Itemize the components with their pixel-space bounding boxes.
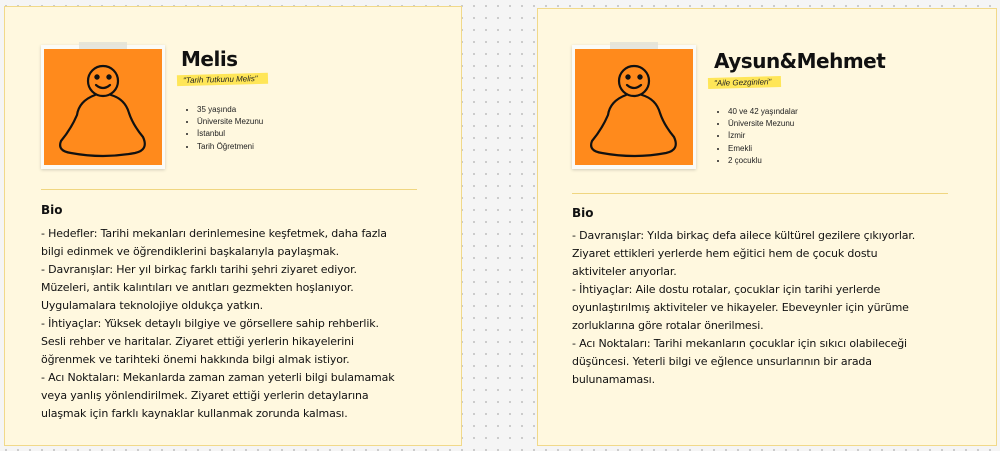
persona-photo <box>41 45 165 169</box>
bio-line: bilgi edinmek ve öğrendiklerini başkalarıyla paylaşmak. <box>41 245 339 258</box>
bio-line: - Acı Noktaları: Mekanlarda zaman zaman yeterli bilgi bulamamak <box>41 371 395 384</box>
bio-line: Uygulamalara teknolojiye oldukça yatkın. <box>41 299 264 312</box>
fact-education: • Üniversite Mezunu <box>197 116 263 128</box>
persona-quote: "Aile Gezginleri" <box>708 76 782 89</box>
section-divider <box>572 193 948 194</box>
persona-card-2 <box>537 8 997 446</box>
persona-quote: "Tarih Tutkunu Melis" <box>177 73 268 86</box>
fact-education: • Üniversite Mezunu <box>728 118 798 130</box>
bio-line: - Acı Noktaları: Tarihi mekanların çocuklar için sıkıcı olabileceği <box>572 337 907 350</box>
fact-city: • İzmir <box>728 130 798 142</box>
bio-line: Sesli rehber ve haritalar. Ziyaret ettiği yerlerin hikayelerini <box>41 335 354 348</box>
fact-status: • Emekli <box>728 143 798 155</box>
bio-line: - İhtiyaçlar: Yüksek detaylı bilgiye ve görsellere sahip rehberlik. <box>41 317 379 330</box>
bio-line: - Davranışlar: Her yıl birkaç farklı tarihi şehri ziyaret ediyor. <box>41 263 357 276</box>
bio-line: veya yanlış yönlendirilmek. Ziyaret ettiği yerlerin detaylarına <box>41 389 369 402</box>
bio-title: Bio <box>572 206 594 220</box>
fact-age: • 35 yaşında <box>197 104 263 116</box>
bio-line: - Hedefler: Tarihi mekanları derinlemesine keşfetmek, daha fazla <box>41 227 387 240</box>
bio-line: öğrenmek ve tarihteki önemi hakkında bilgi almak istiyor. <box>41 353 350 366</box>
fact-occupation: • Tarih Öğretmeni <box>197 141 263 153</box>
fact-city: • İstanbul <box>197 128 263 140</box>
bio-line: oyunlaştırılmış aktiviteler ve hikayeler. Ebeveynler için yürüme <box>572 301 909 314</box>
person-doodle-icon <box>41 45 165 169</box>
bio-line: aktiviteler arıyorlar. <box>572 265 677 278</box>
persona-card-1 <box>4 6 462 446</box>
persona-facts-list <box>716 106 798 167</box>
persona-name: Aysun&Mehmet <box>714 49 886 73</box>
section-divider <box>41 189 417 190</box>
bio-line: Müzeleri, antik kalıntıları ve anıtları gezmekten hoşlanıyor. <box>41 281 354 294</box>
bio-title: Bio <box>41 203 63 217</box>
persona-name: Melis <box>181 47 238 71</box>
bio-line: Ziyaret ettikleri yerlerde hem eğitici hem de çocuk dostu <box>572 247 878 260</box>
bio-line: düşüncesi. Yeterli bilgi ve eğlence unsurlarının bir arada <box>572 355 872 368</box>
persona-photo <box>572 45 696 169</box>
bio-line: - İhtiyaçlar: Aile dostu rotalar, çocuklar için tarihi yerlerde <box>572 283 881 296</box>
fact-age: • 40 ve 42 yaşındalar <box>728 106 798 118</box>
person-doodle-icon <box>572 45 696 169</box>
bio-line: bulunamaması. <box>572 373 655 386</box>
bio-line: zorluklarına göre rotalar önerilmesi. <box>572 319 764 332</box>
bio-line: ulaşmak için farklı kaynaklar kullanmak zorunda kalması. <box>41 407 348 420</box>
bio-line: - Davranışlar: Yılda birkaç defa ailece kültürel gezilere çıkıyorlar. <box>572 229 916 242</box>
persona-facts-list <box>185 104 263 153</box>
fact-children: • 2 çocuklu <box>728 155 798 167</box>
